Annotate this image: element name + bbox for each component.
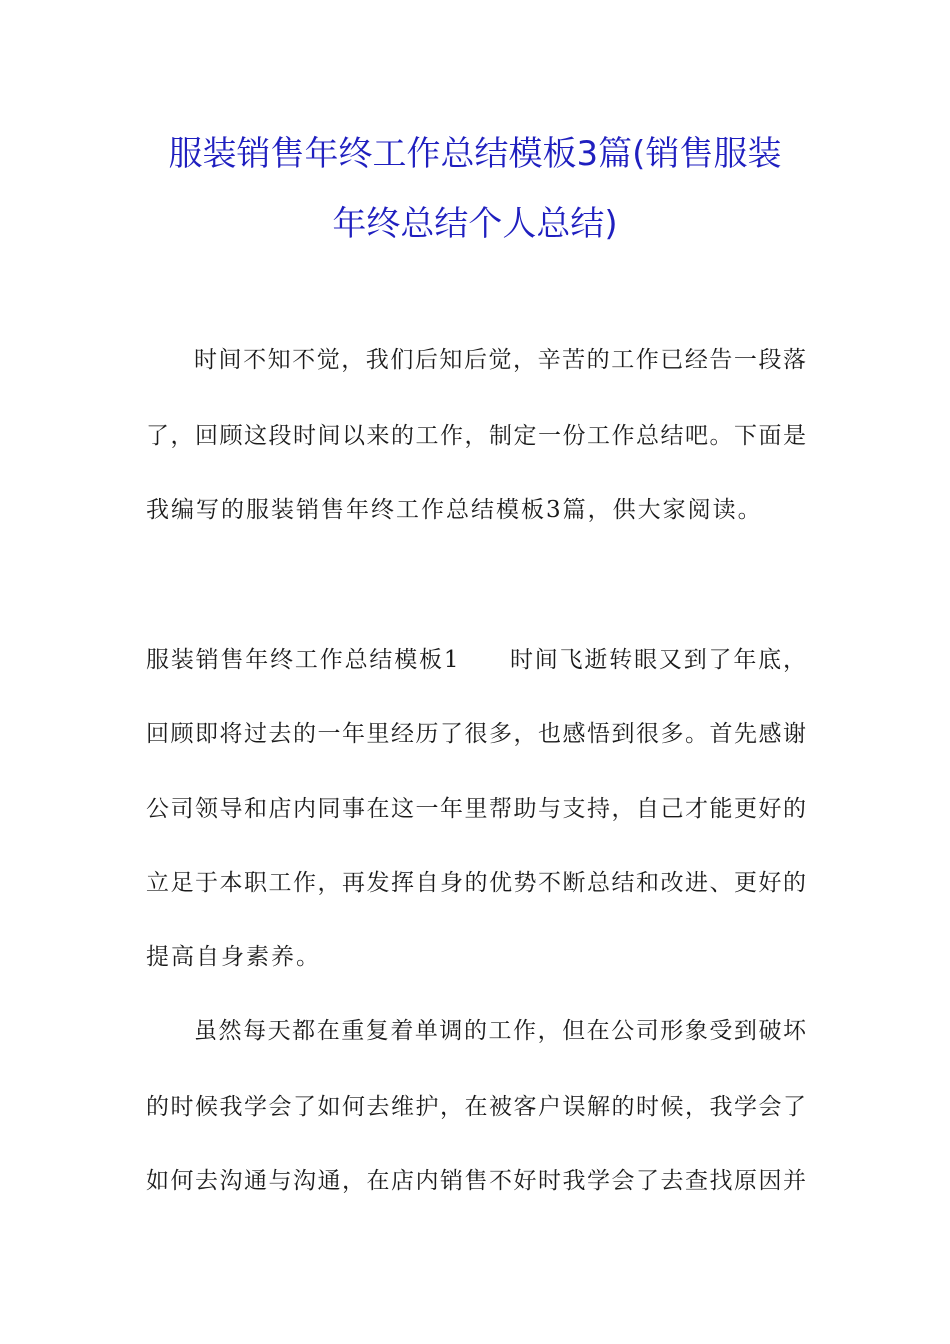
paragraph-line: 提高自身素养。 (146, 944, 321, 970)
paragraph-line: 公司领导和店内同事在这一年里帮助与支持，自己才能更好的 (146, 796, 806, 822)
section-heading-line: 服装销售年终工作总结模板1 时间飞逝转眼又到了年底， (146, 647, 806, 673)
paragraph-line: 回顾即将过去的一年里经历了很多，也感悟到很多。首先感谢 (146, 721, 806, 747)
paragraph-line: 我编写的服装销售年终工作总结模板3篇，供大家阅读。 (146, 497, 763, 523)
paragraph-line: 虽然每天都在重复着单调的工作，但在公司形象受到破坏 (194, 1018, 806, 1044)
paragraph-line: 如何去沟通与沟通，在店内销售不好时我学会了去查找原因并 (146, 1168, 806, 1194)
paragraph-line: 的时候我学会了如何去维护，在被客户误解的时候，我学会了 (146, 1094, 806, 1120)
paragraph-line: 立足于本职工作，再发挥自身的优势不断总结和改进、更好的 (146, 870, 806, 896)
document-title-line-2: 年终总结个人总结) (332, 204, 618, 244)
document-title-line-1: 服装销售年终工作总结模板3篇(销售服装 (168, 134, 782, 174)
paragraph-line: 了，回顾这段时间以来的工作，制定一份工作总结吧。下面是 (146, 423, 806, 449)
paragraph-line: 时间不知不觉，我们后知后觉，辛苦的工作已经告一段落 (194, 347, 806, 373)
